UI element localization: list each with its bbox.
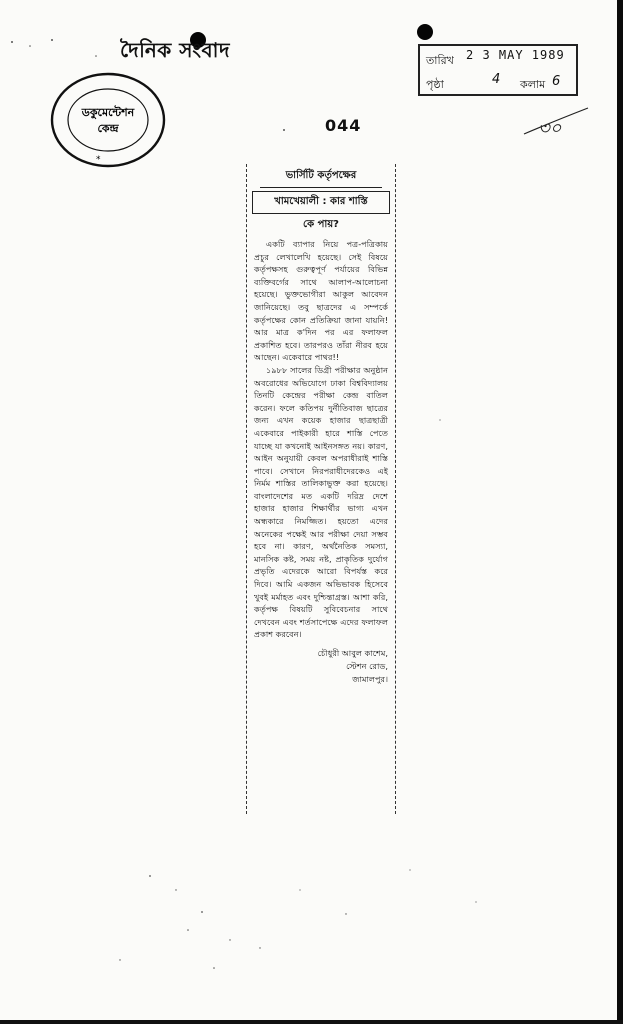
- clipping-headline-line1: ভার্সিটি কর্তৃপক্ষের: [260, 168, 382, 188]
- clipping-paragraph-2: ১৯৮৮ সালের ডিগ্রী পরীক্ষার অনুষ্ঠান অবরোধের অভিযোগে ঢাকা বিশ্ববিদ্যালয় তিনটি কেন্দ্রের পরীক্ষা কেন্দ্র বাতিল করেন। ফলে কতিপয় দুর্নীতিবাজ ছাত্রের জন্য এখন কয়েক হাজার ছাত্রছাত্রী একেবারে পাইকারী হারে শাস্তি পেতে যাচ্ছে যা কখনোই আইনসঙ্গত নয়। কারণ, আইন অনুযায়ী কেবল অপরাধীরাই শাস্তি পাবে। সেখানে নিরপরাধীদেরকেও এই নির্মম শাস্তির তালিকাভুক্ত করা হয়েছে। বাংলাদেশের মত একটি দরিদ্র দেশে হাজার হাজার শিক্ষার্থীর ভাগ্য এখন অন্ধকারে নিমজ্জিত। হয়তো এদের অনেকের পক্ষেই আর পরীক্ষা দেয়া সম্ভব হবে না। কারণ, অর্থনৈতিক সমস্যা, মানসিক কষ্ট, সময় নষ্ট, প্রাকৃতিক দুর্যোগ প্রভৃতি এদেরকে আরো বিপর্যস্ত করে দিবে। আমি একজন অভিভাবক হিসেবে খুবই মর্মাহত এবং দুশ্চিন্তাগ্রস্ত। আশা করি, কর্তৃপক্ষ বিষয়টি সুবিবেচনার সাথে দেখবেন এবং শর্তসাপেক্ষে এদের ফলাফল প্রকাশ করবেন।: [254, 364, 388, 640]
- clipping-paragraph-1: একটি ব্যাপার নিয়ে পত্র-পত্রিকায় প্রচুর লেখালেখি হয়েছে। সেই বিষয়ে কর্তৃপক্ষসহ গুরুত্বপূর্ণ পর্যায়ের বিভিন্ন ব্যক্তিবর্গের সাথে আলাপ-আলোচনা হয়েছে। ভুক্তভোগীরা আকুল আবেদন জানিয়েছে। তবু ছাত্রদের এ সম্পর্কে কর্তৃপক্ষের কোন প্রতিক্রিয়া জানা যায়নি! আর মাত্র ক'দিন পর এর ফলাফল প্রকাশিত হবে। তারপরও তাঁরা নীরব হয়ে আছেন। একেবারে পাথর!!: [254, 239, 388, 363]
- letter-signature: [254, 647, 388, 686]
- clipping-headline-line2: খামখেয়ালী : কার শাস্তি: [252, 191, 390, 214]
- stamp-column-value: 6: [552, 74, 561, 89]
- clipping-headline-line3: কে পায়?: [303, 219, 339, 230]
- scan-edge-bottom: [0, 1020, 623, 1024]
- archive-seal-stamp: [48, 70, 168, 170]
- sheet-number: 044: [325, 116, 362, 135]
- handwritten-note-text: ৩০: [538, 118, 562, 139]
- handwritten-note: [522, 104, 592, 144]
- signature-address-line1: স্টেশন রোড,: [346, 661, 388, 671]
- newspaper-clipping: [246, 164, 396, 814]
- stamp-page-label: পৃষ্ঠা: [426, 78, 444, 91]
- stamp-date-value: 2 3 MAY 1989: [466, 48, 565, 62]
- punch-hole-right: [417, 24, 433, 40]
- seal-inner-line2: কেন্দ্র: [97, 122, 119, 135]
- seal-inner-line1: ডকুমেন্টেশন: [81, 106, 135, 119]
- svg-text:*: *: [96, 155, 101, 165]
- stamp-page-value: 4: [492, 72, 501, 87]
- clipping-date-stamp: [418, 44, 578, 96]
- clipping-body: [254, 238, 388, 641]
- scan-edge-right: [617, 0, 623, 1024]
- signature-address-line2: জামালপুর।: [352, 674, 388, 684]
- newspaper-masthead: দৈনিক সংবাদ: [120, 38, 230, 62]
- stamp-date-label: তারিখ: [426, 54, 454, 67]
- stamp-column-label: কলাম: [520, 78, 546, 91]
- signature-name: চৌধুরী আবুল কাশেম,: [317, 648, 388, 658]
